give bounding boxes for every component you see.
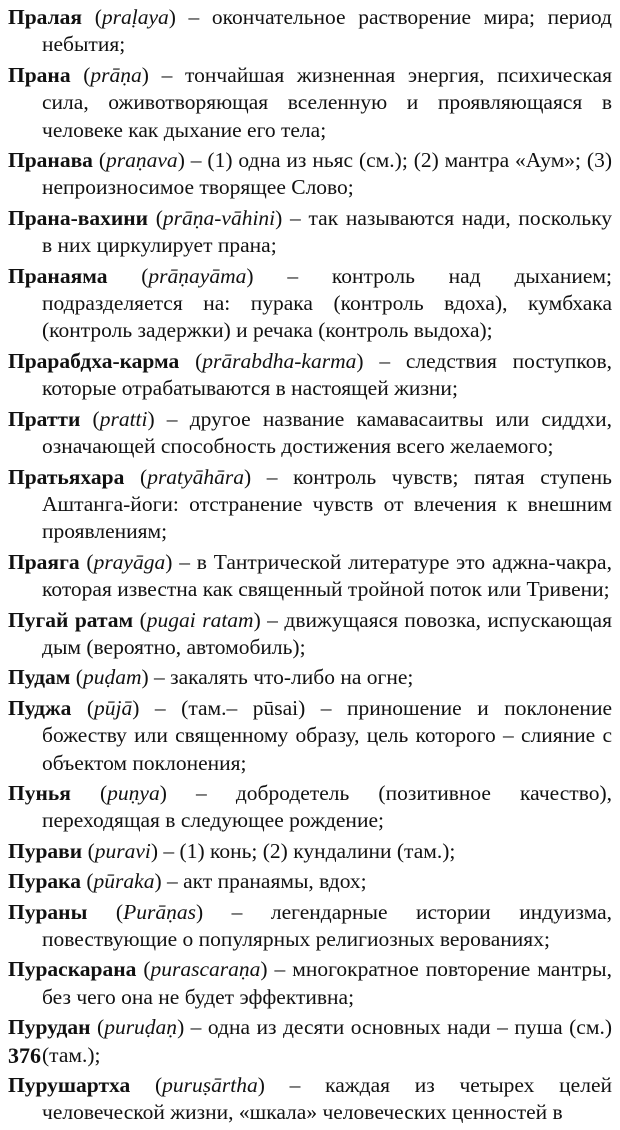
entry-term: Пратьяхара [8, 464, 125, 489]
entry-term: Пугай ратам [8, 607, 134, 632]
entry-term: Праяга [8, 549, 80, 574]
entry-definition: легендарные истории индуизма, повествующие о популярных религиозных верованиях; [42, 899, 612, 951]
entry-definition: (1) конь; (2) кундалини (там.); [179, 838, 456, 863]
entry-definition: тончайшая жизненная энергия, психическая сила, оживотворяющая вселенную и проявляющаяся в человеке как дыхание его тела; [42, 62, 612, 142]
entry-definition: окончательное растворение мира; период небытия; [42, 5, 612, 57]
entry-definition: акт пранаямы, вдох; [183, 869, 367, 894]
entry-transliteration: pratti [99, 406, 148, 431]
entry-term: Пралая [8, 5, 83, 29]
entry-definition: контроль чувств; пятая ступень Аштанга-йоги: отстранение чувств от влечения к внешним проявлениям; [42, 464, 612, 544]
entry-definition: добродетель (позитивное качество), переходящая в следующее рождение; [42, 780, 612, 833]
entry-definition: в Тантрической литературе это аджна-чакра, которая известна как священный тройной поток или Тривени; [42, 549, 612, 602]
entry-term: Пуджа [8, 695, 72, 720]
glossary-entry: Пратьяхара (pratyāhāra) – контроль чувств; пятая ступень Аштанга-йоги: отстранение чувств от влечения к внешним проявлениям; [8, 464, 612, 544]
entry-term: Пурудан [8, 1015, 91, 1040]
entry-definition: каждая из четырех целей человеческой жизни, «шкала» человеческих ценностей в [42, 1073, 612, 1125]
entry-term: Пураны [8, 899, 88, 924]
entry-definition: контроль над дыханием; подразделяется на: пурака (контроль вдоха), кумбхака (контроль задержки) и речака (контроль выдоха); [42, 263, 612, 343]
entry-transliteration: puṇya [107, 780, 160, 805]
entry-transliteration: praḷaya [101, 5, 169, 29]
glossary-entry: Прарабдха-карма (prārabdha-karma) – следствия поступков, которые отрабатываются в настоящей жизни; [8, 348, 612, 401]
entry-definition: одна из десяти основных нади – пуша (см.) (там.); [42, 1015, 612, 1067]
glossary-entry: Пунья (puṇya) – добродетель (позитивное качество), переходящая в следующее рождение; [8, 780, 612, 833]
entry-definition: закалять что-либо на огне; [170, 665, 414, 690]
glossary-entry: Пранава (praṇava) – (1) одна из ньяс (см.); (2) мантра «Аум»; (3) непроизносимое творящее Слово; [8, 148, 613, 200]
glossary-entry: Пратти (pratti) – другое название камавасаитвы или сиддхи, означающей способность достижения всего желаемого; [8, 406, 612, 459]
entry-transliteration: prāṇayāma [148, 263, 247, 288]
entry-term: Пранава [8, 148, 93, 173]
entry-transliteration: prāṇa [90, 62, 142, 87]
entry-transliteration: puruṣārtha [162, 1073, 258, 1098]
entry-term: Пудам [8, 665, 71, 690]
entry-term: Пурави [8, 838, 83, 863]
glossary-entry: Прана (prāṇa) – тончайшая жизненная энергия, психическая сила, оживотворяющая вселенную и проявляющаяся в человеке как дыхание его тела; [8, 62, 612, 142]
glossary-entry: Праяга (prayāga) – в Тантрической литературе это аджна-чакра, которая известна как священный тройной поток или Тривени; [8, 549, 612, 602]
entry-transliteration: pūjā [94, 695, 133, 720]
entry-transliteration: prārabdha-karma [202, 348, 357, 373]
entry-transliteration: puravi [94, 838, 151, 863]
glossary-entry: Пурави (puravi) – (1) конь; (2) кундалини (там.); [8, 838, 456, 863]
entry-definition: многократное повторение мантры, без чего она не будет эффективна; [42, 957, 612, 1009]
entry-transliteration: praṇava [106, 148, 178, 173]
glossary-entry: Пудам (puḍam) – закалять что-либо на огне; [8, 665, 414, 690]
entry-transliteration: puḍam [82, 665, 142, 690]
entry-definition: так называются нади, поскольку в них циркулирует прана; [42, 205, 612, 258]
entry-definition: (там.– pūsai) – приношение и поклонение божеству или священному образу, цель которого – слияние с объектом поклонения; [42, 695, 612, 775]
entry-transliteration: puruḍaṇ [104, 1015, 178, 1040]
entry-term: Пранаяма [8, 263, 108, 288]
glossary-entry: Пурудан (puruḍaṇ) – одна из десяти основных нади – пуша (см.) (там.); [8, 1015, 612, 1067]
glossary-entry: Пураны (Purāṇas) – легендарные истории индуизма, повествующие о популярных религиозных верованиях; [8, 899, 612, 951]
entry-term: Пурушартха [8, 1073, 131, 1098]
entry-transliteration: prayāga [93, 549, 166, 574]
entry-transliteration: prāṇa-vāhini [162, 205, 276, 230]
entry-transliteration: purascaraṇa [150, 957, 261, 982]
entry-transliteration: pūraka [93, 869, 155, 894]
entry-term: Пратти [8, 406, 81, 431]
entry-term: Прарабдха-карма [8, 348, 180, 373]
entry-definition: (1) одна из ньяс (см.); (2) мантра «Аум»; (3) непроизносимое творящее Слово; [42, 148, 613, 200]
entry-definition: движущаяся повозка, испускающая дым (вероятно, автомобиль); [42, 607, 612, 659]
glossary-entry: Пуджа (pūjā) – (там.– pūsai) – приношение и поклонение божеству или священному образу, цель которого – слияние с объектом поклонения; [8, 695, 612, 775]
entry-definition: следствия поступков, которые отрабатываются в настоящей жизни; [42, 348, 612, 401]
glossary-entry: Пранаяма (prāṇayāma) – контроль над дыханием; подразделяется на: пурака (контроль вдоха), кумбхака (контроль задержки) и речака (контроль выдоха); [8, 263, 612, 343]
glossary-entry: Пугай ратам (pugai ratam) – движущаяся повозка, испускающая дым (вероятно, автомобиль); [8, 607, 612, 659]
entry-term: Прана-вахини [8, 205, 149, 230]
glossary-entries [8, 4, 612, 1130]
glossary-entry: Пурака (pūraka) – акт пранаямы, вдох; [8, 869, 367, 894]
page-number: 376 [8, 1043, 41, 1068]
entry-term: Прана [8, 62, 71, 87]
glossary-entry: Пурушартха (puruṣārtha) – каждая из четырех целей человеческой жизни, «шкала» человеческих ценностей в [8, 1073, 612, 1125]
entry-term: Пунья [8, 780, 71, 805]
entry-transliteration: pugai ratam [146, 607, 254, 632]
glossary-entry: Прана-вахини (prāṇa-vāhini) – так называются нади, поскольку в них циркулирует прана; [8, 205, 612, 258]
entry-term: Пурака [8, 869, 81, 894]
entry-definition: другое название камавасаитвы или сиддхи, означающей способность достижения всего желаемого; [42, 406, 612, 459]
entry-transliteration: Purāṇas [123, 899, 196, 924]
entry-term: Пураскарана [8, 957, 137, 982]
glossary-entry: Пураскарана (purascaraṇa) – многократное повторение мантры, без чего она не будет эффективна; [8, 957, 612, 1009]
glossary-entry: Пралая (praḷaya) – окончательное растворение мира; период небытия; [8, 5, 612, 57]
entry-transliteration: pratyāhāra [147, 464, 244, 489]
